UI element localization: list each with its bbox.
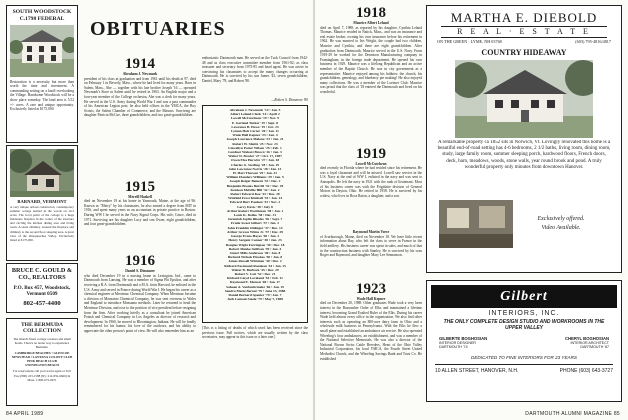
- folio-right: DARTMOUTH ALUMNI MAGAZINE 85: [525, 411, 620, 417]
- country-home-illustration: [455, 60, 593, 138]
- deaths-listing-entry: John Franklin Oldinger '37 • Dec. 14: [227, 225, 283, 230]
- gould-ad-address: P.O. Box 457, Woodstock, Vermont 0509: [13, 284, 71, 298]
- year-heading: 1916: [125, 253, 155, 270]
- gilbert-designer-name: CHERYL BOGHOSIAN: [565, 335, 609, 341]
- bermuda-ad-title: THE BERMUDA COLLECTION: [20, 322, 64, 335]
- obituary-column-2: [202, 56, 308, 406]
- year-heading: 1915: [125, 178, 155, 195]
- obituary-body: enthusiastic Dartmouth man. He served on the Tuck Council from 1942-48 and as class executive committee member from 1961-82; as class treasurer and secretary from 1975-85 and head agent. He was active in convincing his classmates to accept the many changes occurring at Dartmouth. He is survived by his son James '43, seven grandchildren, Daniel, Mary '78, and Robert '80.: [202, 56, 308, 83]
- deaths-listing-entry: H. Hart Thorsen '29 • Jan. 31: [233, 171, 277, 176]
- woodstock-ad-title: SOUTH WOODSTOCK C.1798 FEDERAL: [12, 9, 72, 22]
- deaths-listing-entry: George Evans Hayes '40 • Jan. 2: [230, 234, 280, 239]
- bermuda-list-item: PINK BEACH CLUB: [27, 359, 57, 364]
- year-heading: 1918: [356, 5, 386, 21]
- deaths-listing-entry: Jeremiah Joplin Rhodes '36 • Sept. 7: [227, 217, 283, 222]
- deaths-listing-entry: Robert Edward Kee '33 • Dec. 20: [230, 192, 280, 197]
- page-title: OBITUARIES: [90, 18, 226, 40]
- deaths-listing-entry: James Russell Whitman '40 • Dec. 2: [228, 259, 282, 264]
- obituary-body: died recently in Florida where he had resided since his retirement. He was a loyal classmate and will be missed. Lowell saw service in the U.S. Navy at the end of WW I, enlisted in the navy and was sent to Annapolis. He left the navy in 1921 with the rank of lieutenant. Most of his business career was with the Frigidaire division of General Motors in Dayton, Ohio. He retired in 1958. He is survived by his widow, who lives in Boca Raton, a daughter, and a son.: [320, 166, 422, 198]
- diebold-ad-notes: [513, 215, 609, 233]
- deaths-listing-entry: Abraham J. Newmark '14 • Jan. 5: [229, 108, 281, 112]
- bermuda-ad-list: [10, 351, 74, 367]
- gould-ad-phone: 802-457-4400: [23, 299, 61, 307]
- deaths-listing-entry: Owen Elsa Horwitz '27 • Jan. 18: [230, 158, 280, 163]
- bermuda-ad-body: The island's finest cottage colonies and small hotels. There's no better way to experience Bermuda.: [13, 336, 71, 349]
- diebold-ad-headline: COUNTRY HIDEAWAY: [481, 48, 567, 57]
- deaths-listing-entry: Daniel Bernard Spanier '79 • Jan. 7: [228, 292, 282, 297]
- deaths-listing-entry: Edward Burr Paulsen '33 • Nov. 2: [229, 200, 281, 205]
- deaths-listing-entry: Jack Lamont Steele '79 • May 7, 1988: [227, 297, 283, 302]
- deaths-listing-entry: Larry Davis '38 • July 8: [237, 204, 273, 209]
- gilbert-ad-tagline: THE ONLY COMPLETE DESIGN STUDIO AND WORKROOMS IN THE UPPER VALLEY: [443, 319, 605, 332]
- deaths-listing-entry: Wade Hall Kepner '23 • Jan. 4: [232, 133, 278, 138]
- bermuda-list-item: STONINGTON BEACH: [25, 363, 59, 368]
- deaths-listing-entry: Robert W. Shultz '25 • Nov. 23: [232, 141, 278, 146]
- deaths-listing-entry: Lawrence B. Howe '19 • Oct. 23: [231, 124, 279, 129]
- gilbert-ad-dedicated: DEDICATED TO FINE INTERIORS FOR 23 YEARS: [471, 354, 577, 360]
- deaths-listing-entry: Benjamin Brooks Burrill '32 • Dec. 29: [226, 183, 284, 188]
- farmhouse-photo: [10, 25, 74, 77]
- obituary-body: died on April 7, 1988, as reported by his daughter, Cynthia Leland Thomas. Maurice resided in Natick, Mass., and was an insurance and real estate broker, owning his own insurance before his retirement in 1962. He was married to Iris Wright, the couple had two children, Maurice and Cynthia, and there are eight grandchildren. After graduation from Dartmouth, Maurice served in the U.S. Navy. From 1919-29 he worked for the Dennison Manufacturing company in Framingham, in the foreign trade department. He opened his own business in 1929. Maurice was a lifelong Republican and an active member of the Baptist Church. He was in city government as a representative. Maurice enjoyed among his hobbies: the church, his grandchildren, genealogy, and blueberry pie making! He also enjoyed many collections. He was a member of the Lorimer Club. Maurice was proud that the class of '18 entered the Dartmouth and lived on his wonderful.: [320, 25, 422, 94]
- deaths-listing-entry: Joseph Reiger Bement '32 • Dec. 2: [229, 179, 281, 184]
- deaths-listing-entry: Douglas Wight Farrington '39 • Dec. 18: [225, 242, 285, 247]
- diebold-ad-body: A remarkable property ca 1852 sits in Norwich, Vt. Lovingly renovated this home is a beautiful end-of-road setting has 4-6 bedrooms, 2 1/2 baths, living room, dining room, study, large family room, summer sleeping porch, hardwood floors, French doors, deck, barn, meadows, woods, stone walls, year round brook and pond. A truly wonderful property only minutes from downtown Hanover.: [437, 140, 611, 170]
- obituary-name: Wade Hall Kepner: [356, 296, 386, 301]
- deaths-listing-entry: Charles G. Sterling '28 • Jan. 19: [231, 162, 279, 167]
- gilbert-ad-footer: [435, 364, 613, 374]
- deaths-listing-entry: Richard Lloyd Loveland '54 • Feb. 11: [227, 276, 283, 281]
- deaths-listing-entry: Llewellyn Potter Wilson '25 • Feb. 1: [228, 145, 282, 150]
- gould-ad: [6, 263, 78, 313]
- diebold-ad-footer: [431, 200, 617, 248]
- deaths-listing-note: [This is a listing of deaths of which word has been received since the previous issue. Full notices, which are usually written by the class secretaries, may appear in this issue or a later one.]: [202, 326, 308, 340]
- obituary-body: who died December 19 in a nursing home in Lexington, Ind., came to Dartmouth from Lansing. He was a member of Sigma Phi Epsilon, and after receiving a B.A. from Dartmouth and a M.A. from Harvard, he enlisted in the U.S. Army and served in France during World War I. He began his career as a chemical engineer at Merrimac Chemical Company. When Merrimac became a division of Monsanto Chemical Company, he was sent overseas to Wales and England to introduce Monsanto methods. Later he returned to head the Merrimac Division, and rose to the position of vice president before resigning from the firm. After working briefly as a consultant he joined American Potash and Chemical Company in Los Angeles as director of research and development. In 1960, he moved to Bloomington, Indiana. He will be fondly remembered for his humor, his love of the outdoors, and his ability to appreciate the other person's point of view. He will also remember him as an: [84, 273, 196, 333]
- gilbert-ad-suffix: INTERIORS, INC.: [488, 310, 560, 317]
- bermuda-list-item: NEWSTEAD • LANTANA COLONY CLUB: [11, 355, 73, 360]
- bermuda-ad: [6, 318, 78, 406]
- obituary-body: president of his class at graduation and from 1961 until his death at 97, died on February 1 in Beverly, Mass., where he had lived for many years. Born in Salem, Mass., Abe — together with his late brother Joseph '16 — operated Newmark's Store in Salem until he retired in 1963. An English major and a four-year member of the College orchestra, Abe was a clerk for many years. He served in the U.S. Army during World War I and was a past commander of his American Legion post; he also held offices in the YMCA, the Boy Scouts, the Salem Chamber of Commerce, and the Masons. Surviving are daughter Patricia McCue, three grandchildren, and two great-grandchildren.: [84, 76, 196, 118]
- folio-left: 84 APRIL 1989: [6, 411, 44, 417]
- deaths-listing-entry: Richard Eastmond Rondeau '44 • Jan. 15: [224, 263, 286, 268]
- deaths-listing: [202, 105, 308, 323]
- diebold-ad-location: ON THE GREEN · LYME, NH 03768: [437, 39, 502, 44]
- woodstock-ad: [6, 5, 78, 143]
- gilbert-designer-role: INTERIOR ARCHITECT DARTMOUTH '87: [570, 340, 609, 350]
- diebold-ad-tagline: R E A L · E S T A T E: [441, 26, 607, 38]
- gilbert-designer-name: GILBERTE BOGHOSIAN: [439, 335, 488, 341]
- obituary-name: Lowell McCutcheon: [355, 161, 387, 166]
- deaths-listing-entry: Kenison Melville Hill '32 • Jan. 2: [230, 187, 280, 192]
- diebold-ad-contact: [431, 39, 617, 45]
- deaths-listing-entry: Joseph Lawrence Malone '23 • Jan. 21: [226, 137, 284, 142]
- gilbert-ad-designers: [431, 336, 617, 350]
- deaths-listing-entry: Frank Sweet Gilbert '37 • Jan. 2: [231, 221, 279, 226]
- diebold-ad-video: Video Available.: [541, 225, 581, 231]
- deaths-listing-entry: Raymond E. Matson '60 • Jan. 17: [230, 280, 280, 285]
- gilbert-ad: [426, 280, 622, 402]
- deaths-listing-entry: Sahoan A. Vanbuchrmekz '66 • Jan. 19: [226, 284, 284, 289]
- obituary-column-3: [320, 5, 422, 405]
- year-heading: 1919: [356, 145, 386, 162]
- gilbert-ad-address: 10 ALLEN STREET, HANOVER, N.H.: [435, 367, 519, 374]
- gilbert-ad-logo-band: [431, 285, 617, 308]
- year-heading: 1914: [125, 56, 155, 72]
- diebold-ad-phone: (603) 795-4816/4817: [575, 39, 611, 44]
- obituary-name: Abraham J. Newmark: [122, 72, 158, 76]
- deaths-listing-entry: Albert Leland Clark '14 • April 2: [230, 112, 280, 117]
- deaths-listing-entry: F. Garland Tucker '19 • Sept. 8: [232, 120, 278, 125]
- obituary-name: Daniel S. Dinsmore: [125, 269, 155, 274]
- deaths-listing-entry: Louis K. Dollas '38 • Dec. 31: [233, 213, 277, 218]
- deaths-listing-entry: Henry Sargent Conner '38 • Jan. 23: [228, 238, 282, 243]
- gilbert-ad-phone: PHONE (603) 643-3727: [559, 367, 613, 374]
- deaths-listing-entry: Stuart Mills Anderson '40 • Jan. 8: [229, 250, 281, 255]
- diebold-ad: [426, 5, 622, 273]
- interior-illustration: [439, 200, 513, 248]
- gilbert-ad-logo: Gilbert: [500, 289, 548, 304]
- obituary-column-1: [84, 56, 196, 406]
- obituary-name: Maurice Albert Leland: [353, 21, 389, 25]
- obituary-signature: —Robert S. Dinsmore '80: [271, 98, 308, 102]
- deaths-listing-entry: Walter B. Burbeck '45 • Dec. 29: [231, 267, 279, 272]
- farmhouse-illustration: [10, 25, 74, 77]
- barnard-ad-body: A very unique artisan constructed, contemporary summer cottage nestled in the woods on 10.3 acres. The focal point of the cottage is a huge fieldstone fireplace in the corner of the structure and circling the kitchen dining area and living room. A stone chimney. Around the fireplace and chimney to the second floor sleeping area. A great view of the Ottaqueechee Valley. Exclusively listed at $175,000.: [10, 205, 74, 242]
- country-home-photo: [455, 60, 593, 138]
- woodstock-ad-body: Restoration is a necessity but more than worth the time and investment. A commanding setting on a knoll overlooking the Village. Handsome Woodstock will be a show place someday. The land area is 5.52 +/- acres. A rare and unique opportunity. Exclusively listed at $175,000.: [10, 79, 74, 112]
- deaths-listing-entry: William Flanders Williams '29 • Jan. 5: [226, 175, 284, 180]
- diebold-ad-exclusive: Exclusively offered.: [537, 216, 585, 222]
- barnard-ad: [6, 145, 78, 261]
- gilbert-designer-right: [549, 336, 609, 350]
- gould-ad-title: BRUCE C. GOULD & CO., REALTORS: [11, 267, 73, 282]
- bermuda-ad-contact: For reservations call your travel agent or Toll Free (800) 223-1588 (Ny: 212-832-6660) In Mass. 1-800-672-0971: [13, 369, 71, 382]
- obituary-name: Raymond Martin Vorce: [352, 230, 390, 235]
- cottage-photo: [10, 149, 74, 197]
- deaths-listing-entry: John Lawrence Norris '28 • Jan. 13: [228, 166, 282, 171]
- obituary-name: Merrill Haskell: [128, 194, 152, 199]
- deaths-listing-entry: Robert Monke Sullivan '39 • Jan. 4: [228, 246, 282, 251]
- interior-photo: [439, 200, 513, 248]
- year-heading: 1923: [356, 280, 386, 297]
- bermuda-list-item: CAMBRIDGE BEACHES • GLENCOE: [14, 351, 70, 356]
- obituary-body: of Scarborough, Maine, died on November 18. We have little recent information about Ray, who left the class to serve in France in the field artillery. His business career was spent in sales, and much of that in the construction business with Stanley. He is survived by his sons Roger and Raymond, and daughter Mary Lee Sennanson.: [320, 234, 422, 258]
- obituary-body: died on November 19 at his home in Yarmouth, Maine, at the age of 96. Known as "Merry" by his classmates, he also earned a degree from MIT in 1916, and spent many years as an accountant in private practice in Boston. During WW I he served in the Navy Signal Corps. His wife, Grace, died in 1971. Surviving are his daughter Lucy and son Owen, eight grandchildren, and four great-grandchildren.: [84, 199, 196, 227]
- deaths-listing-entry: Sandra Marie Bernal '79 • June 13, 1988: [224, 288, 286, 293]
- barnard-ad-title: BARNARD, VERMONT: [17, 199, 67, 204]
- deaths-listing-entry: Robert V. Coit '52 • Dec. 21: [234, 271, 276, 276]
- deaths-listing-entry: Lyman Holt Carter '20 • Jan. 11: [231, 129, 279, 134]
- gilbert-designer-role: INTERIOR DESIGNER DARTMOUTH '74: [439, 340, 476, 350]
- deaths-listing-entry: Richard Nichols Hawkes '40 • Jan. 8: [227, 255, 283, 260]
- deaths-listing-entry: Winfield Frost Kimball '33 • Jan. 14: [228, 196, 282, 201]
- deaths-listing-entry: Lowell McCutcheon '19 • Nov. 9: [231, 116, 279, 121]
- cottage-illustration: [10, 149, 74, 197]
- diebold-ad-name: MARTHA E. DIEBOLD: [450, 10, 598, 25]
- deaths-listing-names: [205, 108, 305, 301]
- gutter: [313, 0, 315, 420]
- obituary-body: died on December 20, 1988. Other graduates Wade took a very keen interest in the Bassomber Order of Elks and maintained a lifetime interest, becoming Grand Exalted Ruler of the Elks. During his career Wade held almost every office in the organization. We also find other interests such as operating an 800-acre dairy farm in Ohio and a wholesale milk business in Pennsylvania. With the Elks he flew a small plane and established an ambulance air service. He also operated Wheeling's four ambulances, an establishment, and was a member of the National Selective Memorials. He was also a director of the National Brown Swiss Cattle Breeders, Heart of the Ohio Valley Industrial Corporation, his local YMCA, the Fourth Street United Methodist Church, and the Wheeling Savings Bank and Trust Co. He established: [320, 301, 422, 361]
- deaths-listing-entry: Arthur Groves White Jr. '37 • Dec. 29: [226, 229, 284, 234]
- deaths-listing-entry: Arthur Robert Worthman '38 • Jan. 1: [226, 208, 284, 213]
- deaths-listing-entry: Walter D. Bowler '27 • Oct. 17, 1987: [228, 154, 282, 159]
- deaths-listing-entry: Gardner Walcott Brown '26 • Jan. 3: [228, 150, 282, 155]
- gilbert-designer-left: [439, 336, 499, 350]
